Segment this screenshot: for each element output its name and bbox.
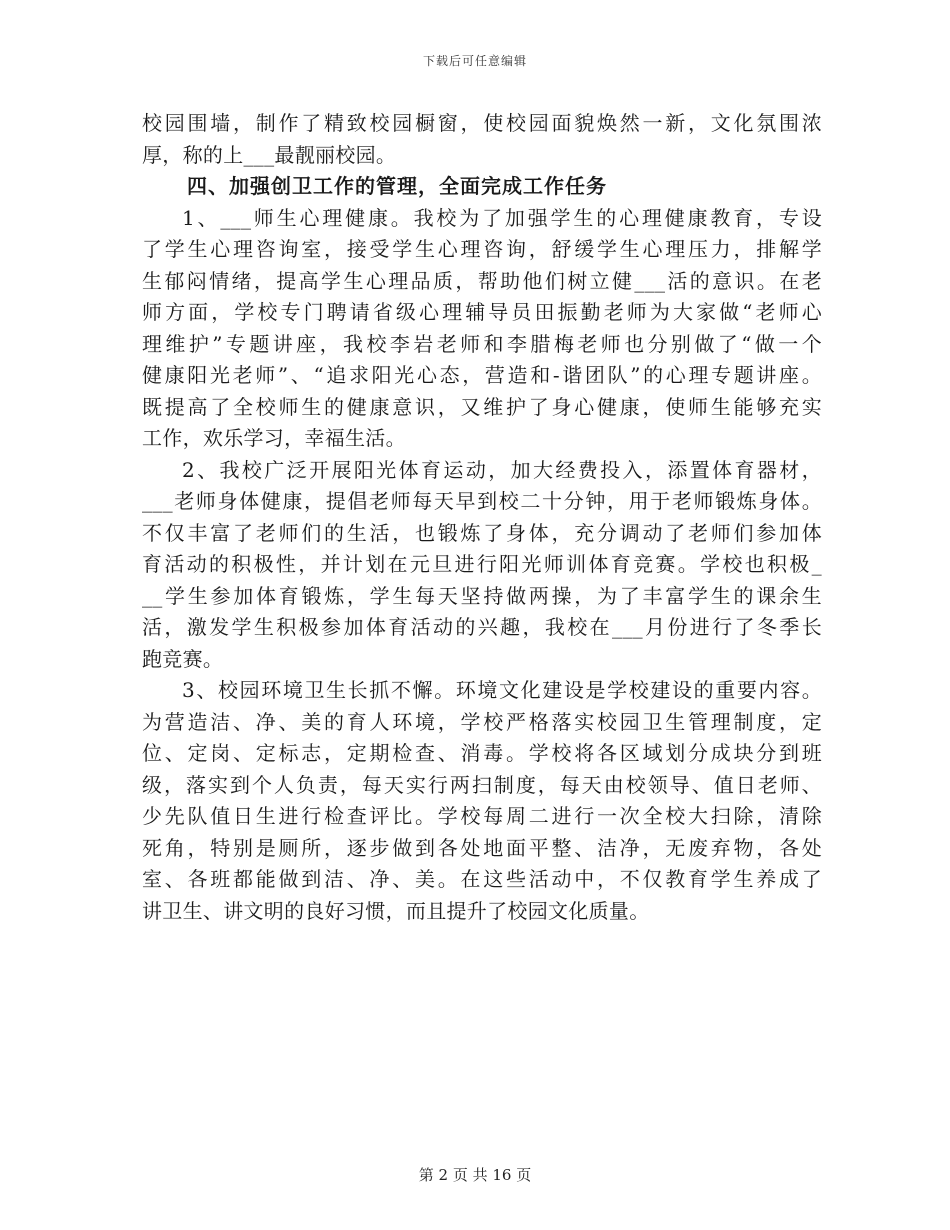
text-line: 校园围墙，制作了精致校园橱窗，使校园面貌焕然一新，文化氛围浓	[142, 111, 822, 135]
text-line: 了学生心理咨询室，接受学生心理咨询，舒缓学生心理压力，排解学	[142, 237, 822, 261]
text-line: 2、我校广泛开展阳光体育运动，加大经费投入，添置体育器材，	[182, 457, 822, 482]
text-line: 死角，特别是厕所，逐步做到各处地面平整、洁净，无废弃物，各处	[142, 835, 822, 860]
text-line: 3、校园环境卫生长抓不懈。环境文化建设是学校建设的重要内容。	[182, 678, 822, 702]
document-body	[142, 108, 822, 927]
text-line: 1、___师生心理健康。我校为了加强学生的心理健康教育，专设	[182, 205, 822, 230]
text-line: 厚，称的上___最靓丽校园。	[142, 142, 397, 167]
text-line: 师方面，学校专门聘请省级心理辅导员田振勤老师为大家做“老师心	[142, 300, 822, 324]
text-line: 位、定岗、定标志，定期检查、消毒。学校将各区域划分成块分到班	[142, 741, 822, 765]
text-line: 室、各班都能做到洁、净、美。在这些活动中，不仅教育学生养成了	[142, 867, 822, 891]
text-line: 少先队值日生进行检查评比。学校每周二进行一次全校大扫除，清除	[142, 804, 822, 828]
text-line: 理维护”专题讲座，我校李岩老师和李腊梅老师也分别做了“做一个	[142, 331, 822, 356]
text-line: 健康阳光老师”、“追求阳光心态，营造和-谐团队”的心理专题讲座。	[142, 363, 822, 387]
text-line: 生郁闷情绪，提高学生心理品质，帮助他们树立健___活的意识。在老	[142, 268, 822, 293]
text-line: 级，落实到个人负责，每天实行两扫制度，每天由校领导、值日老师、	[142, 772, 822, 797]
text-line: 讲卫生、讲文明的良好习惯，而且提升了校园文化质量。	[142, 898, 650, 923]
page-header: 下载后可任意编辑	[422, 54, 527, 68]
text-line: ___老师身体健康，提倡老师每天早到校二十分钟，用于老师锻炼身体。	[142, 489, 822, 513]
page-number: 第 2 页 共 16 页	[418, 1166, 532, 1184]
text-line: __学生参加体育锻炼，学生每天坚持做两操，为了丰富学生的课余生	[142, 583, 822, 608]
text-line: 既提高了全校师生的健康意识，又维护了身心健康，使师生能够充实	[142, 394, 822, 419]
text-line: 育活动的积极性，并计划在元旦进行阳光师训体育竞赛。学校也积极_	[142, 552, 822, 576]
text-line: 工作，欢乐学习，幸福生活。	[142, 426, 406, 450]
text-line: 活，激发学生积极参加体育活动的兴趣，我校在___月份进行了冬季长	[142, 615, 822, 639]
text-line: 为营造洁、净、美的育人环境，学校严格落实校园卫生管理制度，定	[142, 709, 822, 734]
text-line: 跑竞赛。	[142, 646, 224, 671]
section-heading: 四、加强创卫工作的管理，全面完成工作任务	[187, 174, 607, 198]
text-line: 不仅丰富了老师们的生活，也锻炼了身体，充分调动了老师们参加体	[142, 520, 822, 545]
